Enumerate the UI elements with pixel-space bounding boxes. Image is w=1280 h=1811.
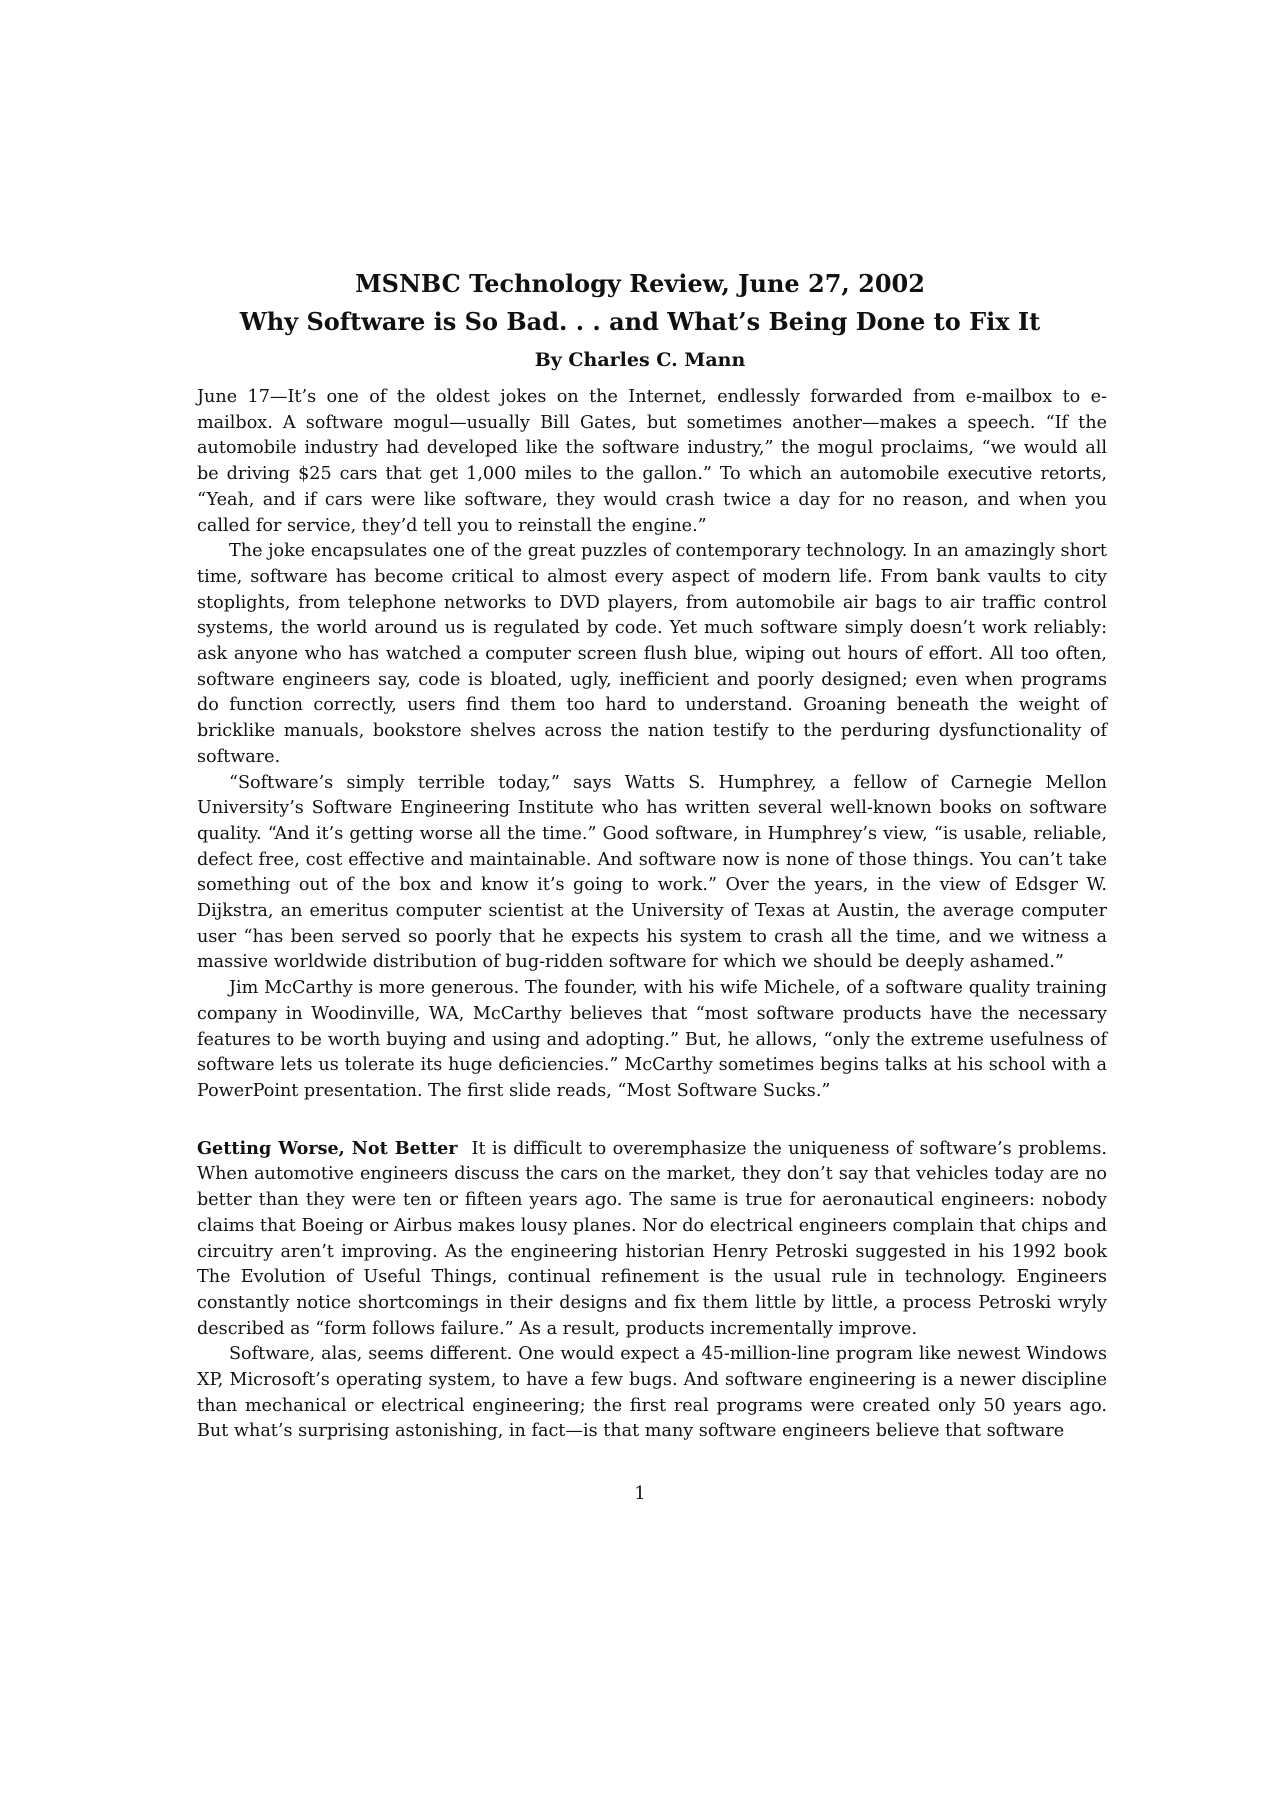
paragraph: “Software’s simply terrible today,” says Watts S. Humphrey, a fellow of Carnegie Mellon University’s Software Engineering Institute who has written several well-known books on software quality. “And it’s getting worse all the time.” Good software, in Humphrey’s view, “is usable, reliable, defect free, cost effective and maintainable. And software now is none of those things. You can’t take something out of the box and know it’s going to work.” Over the years, in the view of Edsger W. Dijkstra, an emeritus computer scientist at the University of Texas at Austin, the average computer user “has been served so poorly that he expects his system to crash all the time, and we witness a massive worldwide distribution of bug-ridden software for which we should be deeply ashamed.”	[197, 772, 1107, 973]
article-title: Why Software is So Bad. . . and What’s Being Done to Fix It	[239, 307, 1041, 336]
section-text: It is difficult to overemphasize the uniqueness of software’s problems. When automotive engineers discuss the cars on the market, they don’t say that vehicles today are no better than they were ten or fifteen years ago. The same is true for aeronautical engineers: nobody claims that Boeing or Airbus makes lousy planes. Nor do electrical engineers complain that chips and circuitry aren’t improving. As the engineering historian Henry Petroski suggested in his 1992 book The Evolution of Useful Things, continual refinement is the usual rule in technology. Engineers constantly notice shortcomings in their designs and fix them little by little, a process Petroski wryly described as “form follows failure.” As a result, products incrementally improve.	[197, 1138, 1107, 1339]
byline: By Charles C. Mann	[534, 349, 746, 371]
section-heading: Getting Worse, Not Better	[197, 1137, 458, 1159]
publication-line: MSNBC Technology Review, June 27, 2002	[355, 269, 925, 298]
title-block	[0, 265, 1280, 379]
article-body	[197, 385, 1107, 1445]
paragraph: Software, alas, seems different. One would expect a 45-million-line program like newest Windows XP, Microsoft’s operating system, to have a few bugs. And software engineering is a newer discipline than mechanical or electrical engineering; the first real programs were created only 50 years ago. But what’s surprising astonishing, in fact—is that many software engineers believe that software	[197, 1344, 1107, 1442]
page-number: 1	[634, 1483, 646, 1504]
paragraph: June 17—It’s one of the oldest jokes on the Internet, endlessly forwarded from e-mailbox to e-mailbox. A software mogul—usually Bill Gates, but sometimes another—makes a speech. “If the automobile industry had developed like the software industry,” the mogul proclaims, “we would all be driving $25 cars that get 1,000 miles to the gallon.” To which an automobile executive retorts, “Yeah, and if cars were like software, they would crash twice a day for no reason, and when you called for service, they’d tell you to reinstall the engine.”	[197, 387, 1107, 536]
paragraph: Jim McCarthy is more generous. The founder, with his wife Michele, of a software quality training company in Woodinville, WA, McCarthy believes that “most software products have the necessary features to be worth buying and using and adopting.” But, he allows, “only the extreme usefulness of software lets us tolerate its huge deficiencies.” McCarthy sometimes begins talks at his school with a PowerPoint presentation. The first slide reads, “Most Software Sucks.”	[197, 978, 1107, 1101]
paragraph: The joke encapsulates one of the great puzzles of contemporary technology. In an amazingly short time, software has become critical to almost every aspect of modern life. From bank vaults to city stoplights, from telephone networks to DVD players, from automobile air bags to air traffic control systems, the world around us is regulated by code. Yet much software simply doesn’t work reliably: ask anyone who has watched a computer screen flush blue, wiping out hours of effort. All too often, software engineers say, code is bloated, ugly, inefficient and poorly designed; even when programs do function correctly, users find them too hard to understand. Groaning beneath the weight of bricklike manuals, bookstore shelves across the nation testify to the perduring dysfunctionality of software.	[197, 541, 1107, 767]
section-paragraph	[197, 1136, 1107, 1343]
